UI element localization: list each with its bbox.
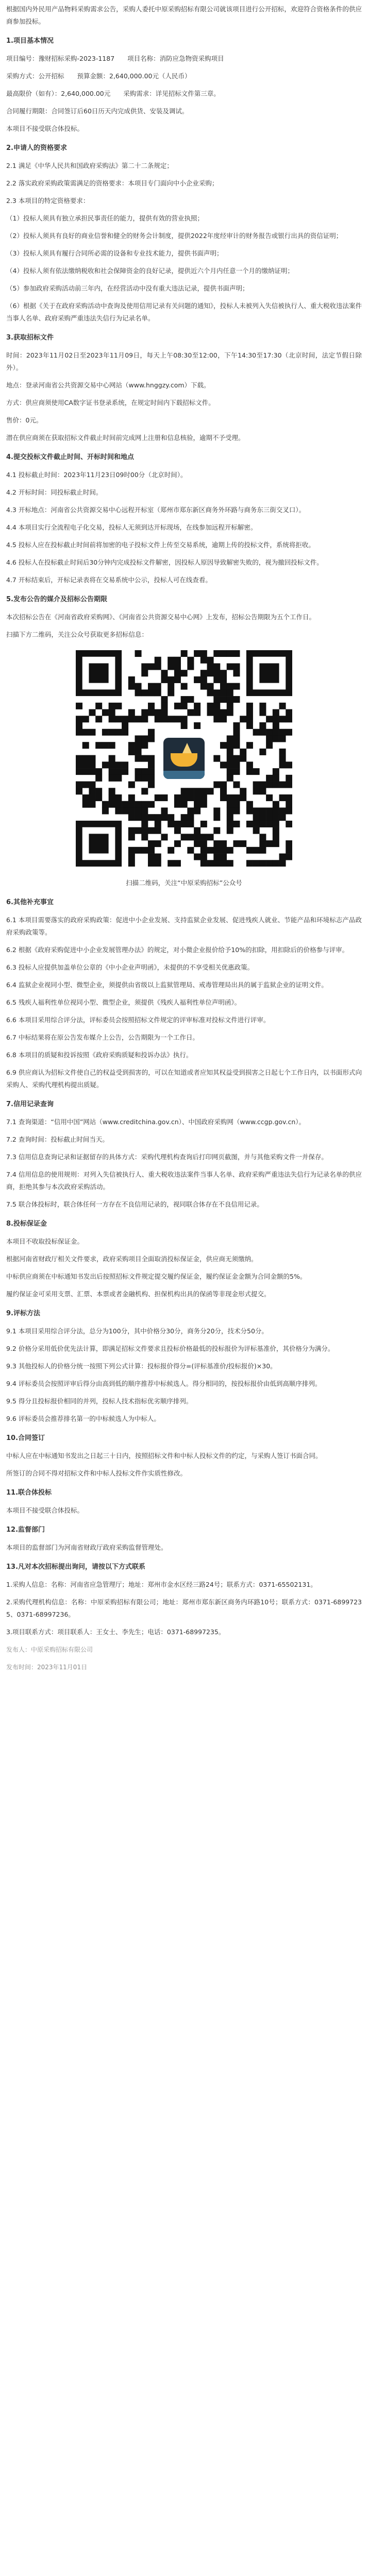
paragraph: 9.6 评标委员会推荐排名第一的中标候选人为中标人。 [6,1415,160,1422]
section-10-title: 10.合同签订 [6,1434,45,1442]
paragraph: 本项目不收取投标保证金。 [6,1238,84,1245]
section-8-title: 8.投标保证金 [6,1220,47,1228]
section-1-title: 1.项目基本情况 [6,37,54,45]
section-12-title: 12.监督部门 [6,1526,45,1534]
paragraph: 2.1 满足《中华人民共和国政府采购法》第二十二条规定； [6,162,173,170]
section-9-title: 9.评标方法 [6,1310,40,1317]
paragraph: 7.1 查询渠道：“信用中国”网站（www.creditchina.gov.cn）、中国政府采购网（www.ccgp.gov.cn）。 [6,1118,305,1126]
paragraph: 6.7 中标结果将在原公告发布媒介上公告，公告期限为一个工作日。 [6,1033,199,1041]
paragraph: 中标供应商须在中标通知书发出后按照招标文件规定提交履约保证金，履约保证金金额为合同金额的5%。 [6,1273,307,1280]
paragraph: 1.采购人信息：名称：河南省应急管理厅；地址：郑州市金水区经三路24号；联系方式：0371-65502131。 [6,1581,317,1588]
paragraph: 9.5 得分且投标报价相同的并列，投标人技术指标优劣顺序排列。 [6,1397,193,1405]
paragraph: 6.6 本项目采用综合评分法，评标委员会按照招标文件规定的评审标准对投标文件进行评审。 [6,1016,270,1024]
paragraph: 4.6 投标人在投标截止时间后30分钟内完成投标文件解密，因投标人原因导致解密失败的，视为撤回投标文件。 [6,558,323,566]
section-9 [6,1308,362,1425]
intro-paragraph: 根据国内外民用产品物料采购需求公告，采购人委托中原采购招标有限公司就该项目进行公开招标，欢迎符合资格条件的供应商参加投标。 [6,5,362,25]
paragraph: 7.5 联合体投标时，联合体任何一方存在不良信用记录的，视同联合体存在不良信用记录。 [6,1200,263,1208]
paragraph: 9.4 评标委员会按照评审后得分由高到低的顺序推荐中标候选人。得分相同的，按投标报价由低到高顺序排列。 [6,1380,322,1387]
paragraph: 扫描下方二维码，关注公众号获取更多招标信息： [6,631,148,638]
paragraph: 9.1 本项目采用综合评分法，总分为100分，其中价格分30分，商务分20分，技术分50分。 [6,1327,268,1335]
qr-caption: 扫描二维码，关注“中原采购招标”公众号 [126,879,242,887]
paragraph: 4.2 开标时间：同投标截止时间。 [6,488,103,496]
paragraph: 售价：0元。 [6,416,43,424]
paragraph: 项目编号：豫财招标采购-2023-1187 项目名称：消防应急物资采购项目 [6,55,224,62]
paragraph: （3）投标人须具有履行合同所必需的设备和专业技术能力，提供书面声明； [6,249,223,257]
qr-code[interactable] [76,650,292,867]
paragraph: 时间：2023年11月02日至2023年11月09日，每天上午08:30至12:00，下午14:30至17:30（北京时间，法定节假日除外）。 [6,351,362,371]
section-13-title: 13.凡对本次招标提出询问，请按以下方式联系 [6,1563,146,1571]
paragraph: 4.7 开标结束后，开标记录表将在交易系统中公示，投标人可在线查看。 [6,576,212,584]
paragraph: 7.2 查询时间：投标截止时间当天。 [6,1136,109,1143]
section-7 [6,1098,362,1211]
paragraph: 4.1 投标截止时间：2023年11月23日09时00分（北京时间）。 [6,471,187,479]
paragraph: 4.5 投标人应在投标截止时间前将加密的电子投标文件上传至交易系统，逾期上传的投标文件，系统将拒收。 [6,541,315,549]
section-4-title: 4.提交投标文件截止时间、开标时间和地点 [6,453,134,461]
paragraph: 6.8 本项目的质疑和投诉按照《政府采购质疑和投诉办法》执行。 [6,1051,193,1059]
paragraph: 4.4 本项目实行全流程电子化交易，投标人无须到达开标现场，在线参加远程开标解密。 [6,523,257,531]
paragraph: （5）参加政府采购活动前三年内，在经营活动中没有重大违法记录，提供书面声明； [6,284,249,292]
paragraph: 本次招标公告在《河南省政府采购网》、《河南省公共资源交易中心网》上发布，招标公告期限为五个工作日。 [6,613,316,621]
section-5 [6,594,362,641]
ship-logo-icon [163,738,205,779]
paragraph: （4）投标人须有依法缴纳税收和社会保障资金的良好记录，提供近六个月内任意一个月的缴纳证明； [6,267,294,275]
section-8 [6,1218,362,1300]
paragraph: 所签订的合同不得对招标文件和中标人投标文件作实质性修改。 [6,1469,187,1477]
paragraph: 中标人应在中标通知书发出之日起三十日内，按照招标文件和中标人投标文件的约定，与采购人签订书面合同。 [6,1452,322,1460]
paragraph: 方式：供应商须使用CA数字证书登录系统，在规定时间内下载招标文件。 [6,399,215,406]
section-13 [6,1561,362,1673]
paragraph: 7.3 信用信息查询记录和证据留存的具体方式：采购代理机构查询后打印网页截图，并与其他采购文件一并保存。 [6,1153,328,1161]
section-11-title: 11.联合体投标 [6,1489,52,1497]
section-3-title: 3.获取招标文件 [6,334,54,342]
paragraph: 6.5 残疾人福利性单位视同小型、微型企业，须提供《残疾人福利性单位声明函》。 [6,998,241,1006]
section-10 [6,1432,362,1480]
paragraph: 7.4 信用信息的使用规则：对列入失信被执行人、重大税收违法案件当事人名单、政府采购严重违法失信行为记录名单的供应商，拒绝其参与本次政府采购活动。 [6,1171,362,1191]
paragraph: 3.项目联系方式：项目联系人：王女士、李先生；电话：0371-68997235。 [6,1628,225,1636]
paragraph: （2）投标人须具有良好的商业信誉和健全的财务会计制度，提供2022年度经审计的财务报告或银行出具的资信证明； [6,232,343,240]
paragraph: 6.4 监狱企业视同小型、微型企业，须提供由省级以上监狱管理局、戒毒管理局出具的属于监狱企业的证明文件。 [6,981,328,989]
paragraph: 采购方式：公开招标 预算金额：2,640,000.00元（人民币） [6,72,191,80]
paragraph: （1）投标人须具有独立承担民事责任的能力，提供有效的营业执照； [6,214,204,222]
publish-date: 发布时间：2023年11月01日 [6,1664,88,1671]
paragraph: 合同履行期限：合同签订后60日历天内完成供货、安装及调试。 [6,107,189,115]
paragraph: 潜在供应商须在获取招标文件截止时间前完成网上注册和信息核验，逾期不予受理。 [6,434,245,442]
publisher: 发布人：中原采购招标有限公司 [6,1646,93,1653]
paragraph: 本项目不接受联合体投标。 [6,1506,84,1514]
paragraph: 9.2 价格分采用低价优先法计算，即满足招标文件要求且投标价格最低的投标报价为评标基准价，其价格分为满分。 [6,1345,334,1352]
paragraph: 2.3 本项目的特定资格要求： [6,197,90,205]
paragraph: 2.2 落实政府采购政策需满足的资格要求：本项目专门面向中小企业采购； [6,179,219,187]
section-7-title: 7.信用记录查询 [6,1100,54,1108]
paragraph: （6）根据《关于在政府采购活动中查询及使用信用记录有关问题的通知》，投标人未被列入失信被执行人、重大税收违法案件当事人名单、政府采购严重违法失信行为记录名单。 [6,302,362,322]
paragraph: 6.2 根据《政府采购促进中小企业发展管理办法》的规定，对小微企业报价给予10%的扣除，用扣除后的价格参与评审。 [6,946,349,954]
section-1 [6,35,362,135]
section-12 [6,1524,362,1554]
section-2 [6,142,362,325]
section-3 [6,332,362,444]
paragraph: 6.3 投标人应提供加盖单位公章的《中小企业声明函》，未提供的不享受相关优惠政策。 [6,963,254,971]
paragraph: 4.3 开标地点：河南省公共资源交易中心远程开标室（郑州市郑东新区商务外环路与商务东三街交叉口）。 [6,506,306,514]
paragraph: 本项目不接受联合体投标。 [6,125,84,132]
paragraph: 最高限价（如有）：2,640,000.00元 采购需求：详见招标文件第三章。 [6,90,220,97]
paragraph: 9.3 其他投标人的价格分统一按照下列公式计算：投标报价得分=(评标基准价/投标报价)×30。 [6,1362,277,1370]
paragraph: 地点：登录河南省公共资源交易中心网站（www.hnggzy.com）下载。 [6,381,210,389]
section-11 [6,1487,362,1517]
paragraph: 6.9 供应商认为招标文件使自己的权益受到损害的，可以在知道或者应知其权益受到损害之日起七个工作日内，以书面形式向采购人、采购代理机构提出质疑。 [6,1069,362,1089]
section-6 [6,896,362,1091]
paragraph: 本项目的监督部门为河南省财政厅政府采购监督管理处。 [6,1544,168,1551]
section-2-title: 2.申请人的资格要求 [6,144,67,152]
paragraph: 履约保证金可采用支票、汇票、本票或者金融机构、担保机构出具的保函等非现金形式提交。 [6,1290,271,1298]
section-6-title: 6.其他补充事宜 [6,899,54,906]
section-5-title: 5.发布公告的媒介及招标公告期限 [6,596,107,603]
paragraph: 6.1 本项目需要落实的政府采购政策：促进中小企业发展、支持监狱企业发展、促进残疾人就业、节能产品和环境标志产品政府采购政策等。 [6,916,362,936]
paragraph: 2.采购代理机构信息：名称：中原采购招标有限公司；地址：郑州市郑东新区商务内环路10号；联系方式：0371-68997235、0371-68997236。 [6,1598,362,1618]
section-4 [6,451,362,586]
paragraph: 根据河南省财政厅相关文件要求，政府采购项目全面取消投标保证金，供应商无须缴纳。 [6,1255,258,1263]
